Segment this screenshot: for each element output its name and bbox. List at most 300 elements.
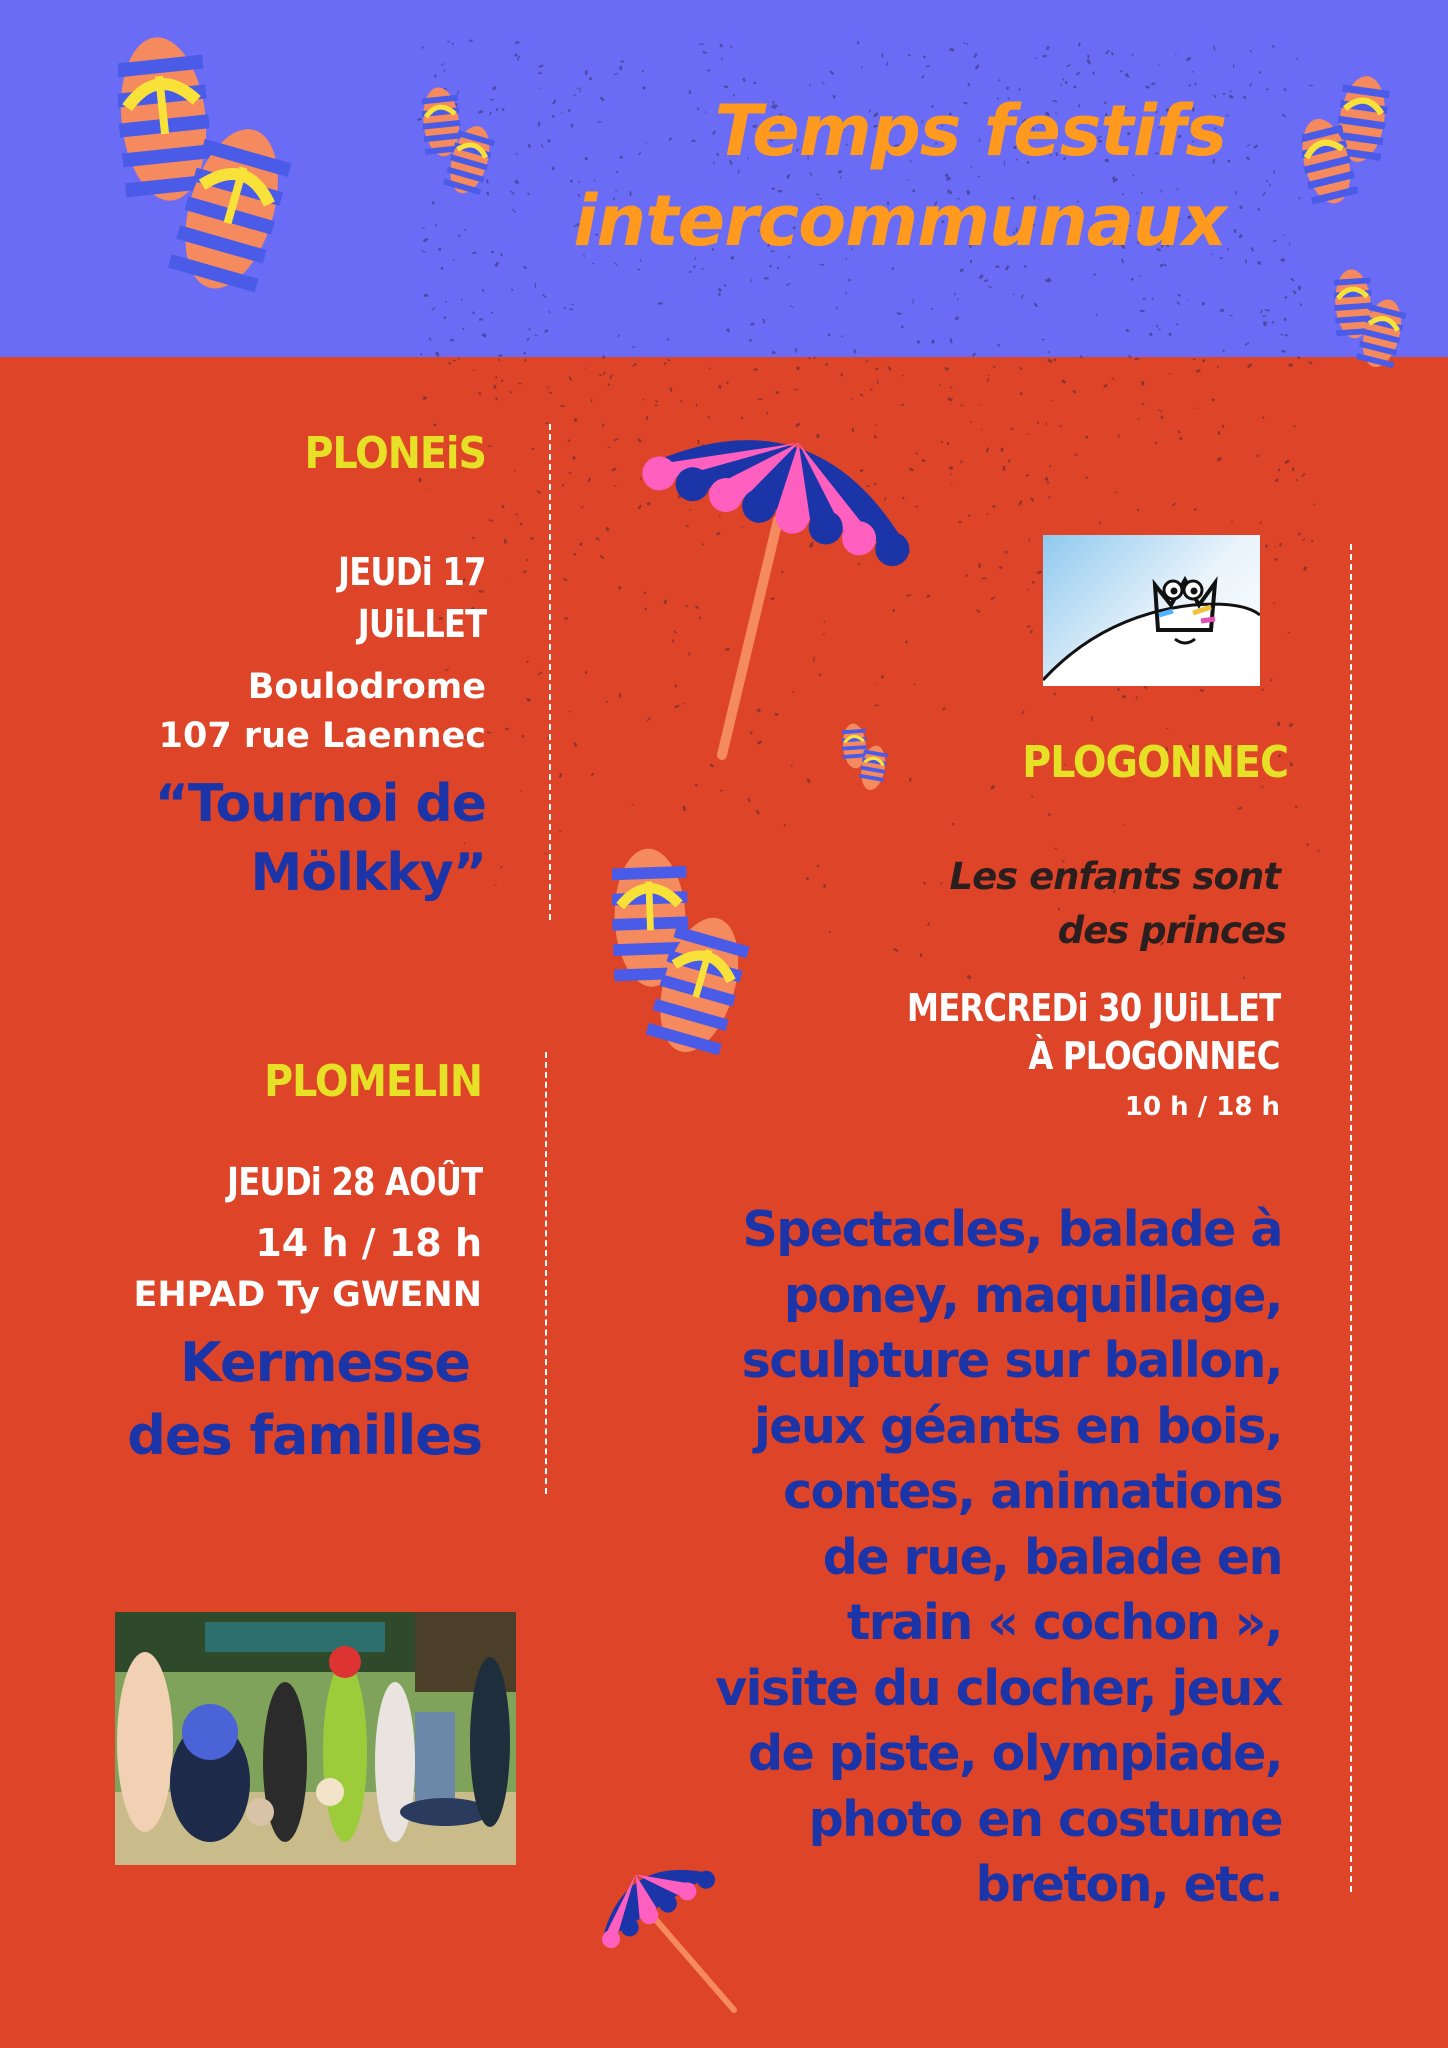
speck [887, 366, 892, 371]
speck [1288, 723, 1293, 728]
speck [667, 359, 671, 362]
speck [608, 447, 610, 448]
speck [980, 404, 982, 406]
speck [531, 448, 534, 450]
speck [758, 398, 762, 400]
speck [495, 884, 497, 886]
speck [510, 391, 513, 393]
speck [987, 378, 990, 382]
speck [1260, 521, 1262, 523]
speck [1123, 824, 1124, 826]
speck [683, 806, 686, 811]
plogonnec-subtitle-line2: des princes [1057, 909, 1286, 952]
speck [1262, 688, 1264, 691]
speck [1199, 689, 1204, 692]
speck [1141, 381, 1144, 385]
separator-line [1350, 544, 1352, 1892]
speck [999, 566, 1002, 569]
speck [893, 948, 898, 952]
speck [1196, 369, 1201, 373]
event-photo [115, 1612, 516, 1865]
speck [987, 379, 989, 381]
speck [776, 391, 779, 394]
speck [1166, 728, 1168, 730]
speck [941, 441, 944, 443]
speck [695, 784, 698, 787]
speck [1010, 427, 1014, 431]
speck [591, 399, 593, 402]
speck [515, 513, 518, 515]
speck [502, 505, 505, 508]
speck [595, 537, 599, 541]
speck [756, 810, 760, 815]
speck [1103, 384, 1108, 388]
activity-line: photo en costume [808, 1790, 1282, 1848]
speck [522, 735, 525, 737]
speck [611, 468, 616, 472]
speck [1275, 546, 1277, 547]
speck [817, 865, 820, 867]
speck [1137, 509, 1139, 511]
speck [1169, 373, 1171, 374]
speck [1032, 581, 1035, 584]
speck [1059, 425, 1062, 428]
speck [568, 376, 572, 381]
town-ploneis: PLONEiS [304, 428, 486, 479]
crown-logo-icon [1043, 535, 1260, 686]
speck [1050, 465, 1052, 467]
speck [1295, 805, 1298, 808]
speck [1008, 459, 1011, 462]
speck [664, 362, 667, 365]
speck [823, 884, 826, 888]
speck [939, 384, 941, 386]
speck [877, 379, 878, 384]
speck [433, 423, 436, 426]
speck [1194, 508, 1197, 511]
ploneis-place-line2: 107 rue Laennec [158, 716, 486, 756]
speck [1289, 762, 1293, 767]
speck [806, 778, 810, 783]
speck [428, 489, 430, 491]
speck [865, 359, 868, 363]
speck [967, 975, 972, 980]
speck [1048, 813, 1051, 816]
speck [709, 763, 713, 767]
speck [902, 375, 904, 377]
speck [495, 397, 498, 400]
speck [825, 363, 828, 366]
speck [1031, 795, 1034, 798]
separator-line [545, 1052, 547, 1494]
speck [473, 369, 475, 371]
speck [602, 424, 604, 428]
plogonnec-date-line2: À PLOGONNEC [1028, 1034, 1280, 1078]
speck [791, 764, 793, 767]
speck [719, 385, 722, 389]
speck [587, 477, 591, 482]
speck [1085, 436, 1088, 439]
speck [990, 785, 995, 790]
activity-line: sculpture sur ballon, [741, 1332, 1282, 1389]
speck [1061, 379, 1066, 384]
speck [766, 411, 769, 414]
speck [1122, 695, 1126, 698]
speck [1000, 448, 1003, 452]
speck [1027, 625, 1031, 627]
plogonnec-hours: 10 h / 18 h [1124, 1092, 1280, 1122]
speck [783, 824, 786, 827]
speck [1085, 476, 1088, 479]
speck [1020, 367, 1022, 370]
speck [1238, 807, 1242, 810]
speck [562, 484, 565, 487]
speck [1256, 454, 1259, 457]
speck [860, 393, 864, 396]
speck [1293, 425, 1295, 427]
speck [525, 359, 527, 362]
speck [1231, 521, 1233, 523]
ploneis-event-line2: Mölkky” [250, 843, 486, 903]
speck [1026, 474, 1029, 476]
speck [536, 490, 541, 493]
plomelin-event-line2: des familles [127, 1404, 482, 1467]
ploneis-date-line2: JUiLLET [357, 602, 486, 646]
speck [1158, 409, 1163, 412]
speck [993, 366, 995, 368]
flip-flops-icon [1302, 74, 1402, 222]
speck [545, 853, 547, 855]
speck [559, 773, 563, 778]
speck [422, 396, 427, 401]
plomelin-date: JEUDi 28 AOÛT [226, 1160, 482, 1204]
speck [642, 399, 644, 400]
speck [1048, 496, 1051, 498]
speck [505, 728, 509, 731]
speck [942, 707, 946, 710]
speck [1178, 430, 1181, 433]
speck [1144, 686, 1148, 690]
speck [1115, 491, 1117, 493]
speck [498, 358, 500, 361]
activity-line: train « cochon », [846, 1594, 1282, 1651]
speck [1217, 366, 1219, 368]
speck [1197, 408, 1199, 409]
speck [603, 371, 606, 375]
speck [1313, 503, 1315, 506]
plomelin-event-line1: Kermesse [180, 1331, 470, 1394]
speck [944, 367, 949, 371]
speck [950, 473, 952, 475]
speck [680, 400, 683, 403]
speck [1100, 522, 1102, 525]
speck [1296, 479, 1299, 481]
speck [947, 397, 952, 401]
speck [614, 485, 617, 487]
speck [655, 400, 658, 403]
speck [1155, 441, 1158, 444]
speck [976, 609, 980, 613]
speck [609, 374, 612, 379]
speck [599, 374, 601, 376]
speck [1160, 416, 1163, 420]
speck [1019, 500, 1023, 505]
speck [875, 368, 878, 371]
speck [1193, 358, 1196, 360]
speck [1002, 466, 1005, 471]
speck [1091, 716, 1093, 721]
speck [1265, 544, 1268, 548]
speck [1262, 416, 1265, 419]
speck [958, 521, 961, 523]
speck [538, 671, 543, 675]
speck [952, 823, 955, 826]
speck [1019, 392, 1022, 395]
speck [1141, 402, 1144, 405]
speck [1118, 435, 1120, 438]
speck [632, 363, 637, 367]
speck [1055, 847, 1058, 849]
flip-flops-icon [612, 846, 772, 1082]
speck [488, 445, 492, 447]
speck [870, 388, 873, 391]
speck [947, 442, 949, 445]
speck [495, 376, 498, 379]
speck [523, 570, 527, 574]
speck [1218, 431, 1220, 435]
speck [1278, 468, 1280, 471]
speck [981, 429, 983, 431]
ploneis-event-line1: “Tournoi de [154, 774, 486, 834]
speck [1221, 424, 1224, 428]
speck [968, 514, 971, 517]
speck [940, 882, 943, 884]
speck [448, 362, 451, 365]
speck [1298, 532, 1302, 536]
speck [567, 439, 570, 442]
activity-line: de piste, olympiade, [747, 1725, 1282, 1782]
activity-line: visite du clocher, jeux [715, 1659, 1282, 1717]
plomelin-hours: 14 h / 18 h [255, 1221, 482, 1265]
speck [1047, 359, 1052, 364]
speck [1243, 976, 1246, 979]
speck [591, 773, 595, 777]
ploneis-place-line1: Boulodrome [247, 667, 486, 707]
speck [526, 559, 529, 562]
speck [1074, 453, 1078, 456]
speck [606, 700, 608, 702]
plogonnec-date-line1: MERCREDi 30 JUiLLET [906, 986, 1280, 1030]
speck [796, 366, 800, 370]
speck [720, 790, 723, 792]
speck [1172, 503, 1176, 507]
speck [840, 373, 842, 376]
flip-flops-icon [118, 34, 308, 314]
speck [1111, 377, 1114, 379]
speck [526, 698, 531, 703]
activity-line: de rue, balade en [822, 1528, 1282, 1586]
speck [707, 416, 710, 419]
speck [1302, 538, 1305, 540]
speck [1292, 467, 1294, 471]
speck [501, 380, 504, 383]
speck [960, 460, 963, 463]
speck [1051, 400, 1053, 402]
activity-line: contes, animations [783, 1463, 1282, 1520]
speck [1202, 359, 1205, 363]
speck [1037, 570, 1043, 574]
speck [564, 617, 568, 620]
speck [1027, 589, 1029, 591]
speck [965, 574, 968, 577]
speck [1302, 473, 1306, 477]
speck [494, 385, 497, 389]
speck [1275, 478, 1279, 482]
speck [923, 881, 926, 884]
speck [573, 553, 576, 556]
speck [618, 586, 622, 590]
speck [1028, 434, 1030, 436]
speck [478, 392, 481, 394]
speck [709, 367, 711, 369]
speck [1030, 630, 1033, 633]
speck [1047, 481, 1049, 484]
speck [986, 513, 988, 515]
ploneis-date-line1: JEUDi 17 [338, 550, 486, 594]
speck [549, 392, 552, 394]
flip-flops-icon [422, 86, 502, 204]
speck [605, 527, 610, 532]
page-title-line2: intercommunaux [573, 180, 1226, 262]
speck [829, 931, 831, 933]
activity-line: breton, etc. [975, 1856, 1282, 1913]
speck [1289, 364, 1293, 367]
speck [1117, 688, 1120, 691]
speck [988, 375, 990, 377]
speck [1053, 693, 1056, 696]
speck [951, 483, 953, 484]
speck [560, 405, 565, 407]
speck [1277, 722, 1280, 726]
speck [1179, 437, 1183, 441]
speck [805, 877, 809, 881]
parasol-icon [630, 420, 940, 760]
speck [546, 386, 549, 388]
speck [986, 447, 989, 452]
speck [618, 693, 621, 698]
speck [1030, 497, 1034, 502]
speck [613, 438, 618, 441]
speck [1270, 679, 1273, 682]
speck [1217, 457, 1222, 462]
speck [584, 368, 585, 370]
speck [530, 537, 534, 540]
speck [982, 578, 987, 579]
speck [1137, 418, 1140, 420]
speck [1053, 359, 1056, 362]
speck [753, 368, 757, 370]
speck [747, 798, 751, 803]
speck [901, 404, 904, 406]
speck [1028, 538, 1030, 541]
speck [1005, 550, 1008, 553]
speck [949, 466, 954, 470]
speck [1044, 477, 1048, 481]
page-title-line1: Temps festifs [714, 90, 1226, 172]
speck [1247, 363, 1252, 368]
speck [1284, 459, 1290, 464]
speck [504, 539, 506, 544]
speck [487, 731, 491, 734]
speck [851, 398, 853, 400]
speck [506, 577, 507, 578]
speck [1303, 566, 1307, 571]
speck [1309, 361, 1313, 365]
speck [909, 778, 912, 782]
speck [519, 522, 522, 525]
speck [726, 382, 729, 385]
speck [514, 470, 516, 472]
speck [607, 383, 610, 386]
speck [489, 519, 493, 522]
speck [472, 537, 475, 539]
speck [631, 804, 634, 806]
speck [1317, 850, 1320, 852]
town-plogonnec: PLOGONNEC [1022, 737, 1288, 788]
speck [563, 578, 568, 581]
speck [1273, 602, 1276, 604]
flip-flops-icon [1334, 268, 1414, 386]
speck [518, 383, 521, 385]
speck [600, 555, 605, 559]
speck [1275, 558, 1278, 561]
speck [794, 389, 799, 390]
plogonnec-subtitle-line1: Les enfants sont [949, 855, 1280, 898]
speck [453, 360, 456, 362]
speck [585, 671, 588, 674]
speck [573, 418, 577, 422]
speck [992, 505, 996, 509]
speck [670, 387, 673, 392]
speck [568, 710, 570, 712]
speck [1306, 843, 1309, 846]
speck [559, 830, 562, 833]
speck [960, 404, 963, 406]
speck [1311, 540, 1313, 542]
speck [573, 742, 577, 747]
speck [526, 660, 529, 663]
activity-line: Spectacles, balade à [742, 1201, 1282, 1258]
speck [1022, 710, 1025, 714]
speck [458, 358, 459, 360]
speck [572, 456, 575, 459]
speck [920, 953, 923, 957]
town-plomelin: PLOMELIN [264, 1056, 482, 1107]
speck [978, 563, 980, 568]
speck [1018, 503, 1020, 506]
speck [1037, 422, 1039, 424]
speck [579, 542, 582, 546]
speck [1135, 696, 1138, 700]
speck [990, 596, 995, 600]
speck [1287, 632, 1289, 634]
plogonnec-activities [715, 1197, 1282, 1918]
speck [520, 790, 522, 791]
speck [950, 386, 953, 388]
speck [970, 421, 972, 424]
separator-line [549, 424, 551, 920]
speck [1134, 358, 1139, 360]
